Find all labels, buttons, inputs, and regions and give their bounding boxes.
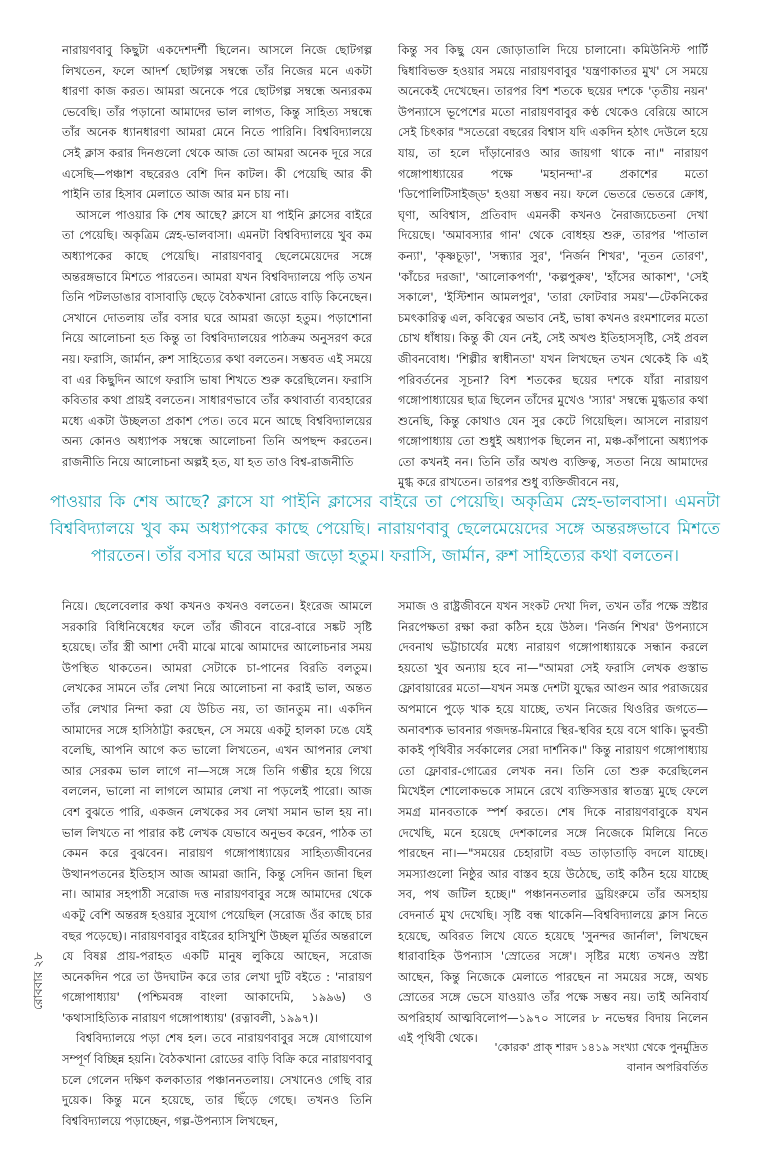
paragraph: কিন্তু সব কিছু যেন জোড়াতালি দিয়ে চালানো। কমিউনিস্ট পার্টি দ্বিধাবিভক্ত হওয়ার সময়ে নারায়ণবাবুর 'যন্ত্রণাকাতর মুখ' সে সময়ে অনেকেই দেখেছেন। তারপর বিশ শতকে ছয়ের দশকে 'তৃতীয় নয়ন' উপন্যাসে ভূপেশের মতো নারায়ণবাবুর কণ্ঠ থেকেও বেরিয়ে আসে সেই চিৎকার "সতেরো বছরের বিশ্বাস যদি একদিন হঠাৎ দেউলে হয়ে যায়, তা হলে দাঁড়ানোরও আর জায়গা থাকে না।" নারায়ণ গঙ্গোপাধ্যায়ের পক্ষে 'মহানন্দা'-র প্রকাশের মতো 'ডিপোলিটিসাইজ্ড' হওয়া সম্ভব নয়। ফলে ভেতরে ভেতরে ক্রোধ, ঘৃণা, অবিশ্বাস, প্রতিবাদ এমনকী কখনও নৈরাজ্যচেতনা দেখা দিয়েছে। 'অমাবস্যার গান' থেকে বোধহয় শুরু, তারপর 'পাতাল কন্যা', 'কৃষ্ণচূড়া', 'সন্ধ্যার সুর', 'নির্জন শিখর', 'নূতন তোরণ', 'কাঁচের দরজা', 'আলোকপর্ণা', 'কল্পপুরুষ', 'হাঁসের আকাশ', 'সেই সকালে', 'ইস্টিশান আমলপুর', 'তারা ফোটবার সময়'—টেকনিকের চমৎকারিত্ব এল, কবিত্বের অভাব নেই, ভাষা কখনও রংমশালের মতো চোখ ধাঁধায়। কিন্তু কী যেন নেই, সেই অখণ্ড ইতিহাসসৃষ্টি, সেই প্রবল জীবনবোধ। 'শিল্পীর স্বাধীনতা' যখন লিখছেন তখন থেকেই কি এই পরিবর্তনের সূচনা? বিশ শতকের ছয়ের দশকে যাঁরা নারায়ণ গঙ্গোপাধ্যায়ের ছাত্র ছিলেন তাঁদের মুখেও 'স্যার' সম্বন্ধে মুগ্ধতার কথা শুনেছি, কিন্তু কোথাও যেন সুর কেটে গিয়েছিল। আসলে নারায়ণ গঙ্গোপাধ্যায় তো শুধুই অধ্যাপক ছিলেন না, মঞ্চ-কাঁপানো অধ্যাপক তো কখনই নন। তিনি তাঁর অখণ্ড ব্যক্তিত্ব, সততা নিয়ে আমাদের মুগ্ধ করে রাখতেন। তারপর শুধু ব্যক্তিজীবনে নয়, [398,43,708,490]
article-column-left-top [62,40,372,472]
credit-line-source: 'কোরক' প্রাক্‌ শারদ ১৪১৯ সংখ্যা থেকে পুনর্মুদ্রিত [494,1041,708,1054]
page-number: ২৮ [31,952,45,968]
pull-quote: পাওয়ার কি শেষ আছে? ক্লাসে যা পাইনি ক্লাসের বাইরে তা পেয়েছি। অকৃত্রিম স্নেহ-ভালবাসা। এমনটা বিশ্ববিদ্যালয়ে খুব কম অধ্যাপকের কাছে পেয়েছি। নারায়ণবাবু ছেলেমেয়েদের সঙ্গে অন্তরঙ্গভাবে মিশতে পারতেন। তাঁর বসার ঘরে আমরা জড়ো হতুম। ফরাসি, জার্মান, রুশ সাহিত্যের কথা বলতেন। [50,492,720,565]
paragraph: নারায়ণবাবু কিছুটা একদেশদর্শী ছিলেন। আসলে নিজে ছোটগল্প লিখতেন, ফলে আদর্শ ছোটগল্প সম্বন্ধে তাঁর নিজের মনে একটা ধারণা কাজ করত। আমরা অনেকে পরে ছোটগল্প সম্বন্ধে অন্যরকম ভেবেছি। তাঁর পড়ানো আমাদের ভাল লাগত, কিন্তু সাহিত্য সম্বন্ধে তাঁর অনেক ধ্যানধারণা আমরা মেনে নিতে পারিনি। বিশ্ববিদ্যালয়ে সেই ক্লাস করার দিনগুলো থেকে আজ তো আমরা অনেক দূরে সরে এসেছি—পঞ্চাশ বছরেরও বেশি দিন কাটল। কী পেয়েছি আর কী পাইনি তার হিসাব মেলাতে আজ আর মন চায় না। [62,43,372,202]
paragraph: সমাজ ও রাষ্ট্রজীবনে যখন সংকট দেখা দিল, তখন তাঁর পক্ষে স্রষ্টার নিরপেক্ষতা রক্ষা করা কঠিন হয়ে উঠল। 'নির্জন শিখর' উপন্যাসে দেবনাথ ভট্টাচার্যের মধ্যে নারায়ণ গঙ্গোপাধ্যায়কে সন্ধান করলে হয়তো খুব অন্যায় হবে না—"আমরা সেই ফরাসি লেখক গুস্তাভ ফ্লোবায়ারের মতো—যখন সমস্ত দেশটা যুদ্ধের আগুন আর পরাজয়ের অপমানে পুড়ে খাক হয়ে যাচ্ছে, তখন নিজের থিওরির জগতে—অনাবশ্যক ভাবনার গজদন্ত-মিনারে স্থির-স্থবির হয়ে বসে থাকি। ভুবন্ডী কাকই পৃথিবীর সর্বকালের সেরা দার্শনিক।" কিন্তু নারায়ণ গঙ্গোপাধ্যায় তো ফ্লোবার-গোত্রের লেখক নন। তিনি তো শুরু করেছিলেন মিখেইল শোলোকভকে সামনে রেখে ব্যক্তিসত্তার স্বাতন্ত্র্য মুছে ফেলে সমগ্র মানবতাকে স্পর্শ করতে। শেষ দিকে নারায়ণবাবুকে যখন দেখেছি, মনে হয়েছে দেশকালের সঙ্গে নিজেকে মিলিয়ে নিতে পারছেন না।—"সময়ের চেহারাটা বড্ড তাড়াতাড়ি বদলে যাচ্ছে। সমস্যাগুলো নিষ্ঠুর আর বাস্তব হয়ে উঠেছে, তাই কঠিন হয়ে যাচ্ছে সব, পথ জটিল হচ্ছে।" পঞ্চাননতলার ড্রয়িংরুমে তাঁর অসহায় বেদনার্ত মুখ দেখেছি। সৃষ্টি বন্ধ থাকেনি—বিশ্ববিদ্যালয়ে ক্লাস নিতে হয়েছে, অবিরত লিখে যেতে হয়েছে 'সুনন্দর জার্নাল', লিখছেন ধারাবাহিক উপন্যাস 'স্রোতের সঙ্গে'। সৃষ্টির মধ্যে তখনও স্রষ্টা আছেন, কিন্তু নিজেকে মেলাতে পারছেন না সময়ের সঙ্গে, অথচ স্রোতের সঙ্গে ভেসে যাওয়াও তাঁর পক্ষে সম্ভব নয়। তাই অনিবার্য অপরিহার্য আত্মবিলোপ—১৯৭০ সালের ৮ নভেম্বর বিদায় নিলেন এই পৃথিবী থেকে। [398,599,708,1046]
article-column-right-bottom [398,596,708,1049]
paragraph: আসলে পাওয়ার কি শেষ আছে? ক্লাসে যা পাইনি ক্লাসের বাইরে তা পেয়েছি। অকৃত্রিম স্নেহ-ভালবাসা। এমনটা বিশ্ববিদ্যালয়ে খুব কম অধ্যাপকের কাছে পেয়েছি। নারায়ণবাবু ছেলেমেয়েদের সঙ্গে অন্তরঙ্গভাবে মিশতে পারতেন। আমরা যখন বিশ্ববিদ্যালয়ে পড়ি তখন তিনি পটলডাঙার বাসাবাড়ি ছেড়ে বৈঠকখানা রোডে বাড়ি কিনেছেন। সেখানে দোতলায় তাঁর বসার ঘরে আমরা জড়ো হতুম। পড়াশোনা নিয়ে আলোচনা হত কিন্তু তা বিশ্ববিদ্যালয়ের পাঠক্রম অনুসরণ করে নয়। ফরাসি, জার্মান, রুশ সাহিত্যের কথা বলতেন। সম্ভবত এই সময়ে বা এর কিছুদিন আগে ফরাসি ভাষা শিখতে শুরু করেছিলেন। ফরাসি কবিতার কথা প্রায়ই বলতেন। সাধারণভাবে তাঁর কথাবার্তা ব্যবহারের মধ্যে একটা উচ্ছলতা প্রকাশ পেত। তবে মনে আছে বিশ্ববিদ্যালয়ের অন্য কোনও অধ্যাপক সম্বন্ধে আলোচনা তিনি অপছন্দ করতেন। রাজনীতি নিয়ে আলোচনা অল্পই হত, যা হত তাও বিশ্ব-রাজনীতি [62,207,372,469]
paragraph: নিয়ে। ছেলেবেলার কথা কখনও কখনও বলতেন। ইংরেজ আমলে সরকারি বিধিনিষেধের ফলে তাঁর জীবনে বারে-বারে সঙ্কট সৃষ্টি হয়েছে। তাঁর স্ত্রী আশা দেবী মাঝে মাঝে আমাদের আলোচনার সময় উপস্থিত থাকতেন। আমরা সেটাকে চা-পানের বিরতি বলতুম। লেখকের সামনে তাঁর লেখা নিয়ে আলোচনা না করাই ভাল, অন্তত তাঁর লেখার নিন্দা করা যে উচিত নয়, তা জানতুম না। একদিন আমাদের সঙ্গে হাসিঠাট্টা করছেন, সে সময়ে একটু হালকা ঢঙে যেই বলেছি, আপনি আগে কত ভালো লিখতেন, এখন আপনার লেখা আর সেরকম ভাল লাগে না—সঙ্গে সঙ্গে তিনি গম্ভীর হয়ে গিয়ে বললেন, ভালো না লাগলে আমার লেখা না পড়লেই পারো। আজ বেশ বুঝতে পারি, একজন লেখকের সব লেখা সমান ভাল হয় না। ভাল লিখতে না পারার কষ্ট লেখক যেভাবে অনুভব করেন, পাঠক তা কেমন করে বুঝবেন। নারায়ণ গঙ্গোপাধ্যায়ের সাহিত্যজীবনের উত্থানপতনের ইতিহাস আজ আমরা জানি, কিন্তু সেদিন জানা ছিল না। আমার সহপাঠী সরোজ দত্ত নারায়ণবাবুর সঙ্গে আমাদের থেকে একটু বেশি অন্তরঙ্গ হওয়ার সুযোগ পেয়েছিল (সরোজ ওঁর কাছে চার বছর পড়েছে)। নারায়ণবাবুর বাইরের হাসিখুশি উচ্ছল মূর্তির অন্তরালে যে বিষণ্ণ প্রায়-পরাহত একটি মানুষ লুকিয়ে আছেন, সরোজ অনেকদিন পরে তা উদঘাটন করে তার লেখা দুটি বইতে : 'নারায়ণ গঙ্গোপাধ্যায়' (পশ্চিমবঙ্গ বাংলা আকাদেমি, ১৯৯৬) ও 'কথাসাহিত্যিক নারায়ণ গঙ্গোপাধ্যায়' (রত্নাবলী, ১৯৯৭)। [62,599,372,1025]
magazine-name: রোববার [31,971,45,1010]
reprint-credit [398,1038,708,1078]
article-column-right-top [398,40,708,493]
page-folio [30,910,46,1010]
paragraph: বিশ্ববিদ্যালয়ে পড়া শেষ হল। তবে নারায়ণবাবুর সঙ্গে যোগাযোগ সম্পূর্ণ বিচ্ছিন্ন হয়নি। বৈঠকখানা রোডের বাড়ি বিক্রি করে নারায়ণবাবু চলে গেলেন দক্ষিণ কলকাতার পঞ্চাননতলায়। সেখানেও গেছি বার দুয়েক। কিন্তু মনে হয়েছে, তার ছিঁড়ে গেছে। তখনও তিনি বিশ্ববিদ্যালয়ে পড়াচ্ছেন, গল্প-উপন্যাস লিখছেন, [62,1031,372,1128]
article-column-left-bottom [62,596,372,1131]
credit-line-spelling: বানান অপরিবর্তিত [626,1061,708,1074]
